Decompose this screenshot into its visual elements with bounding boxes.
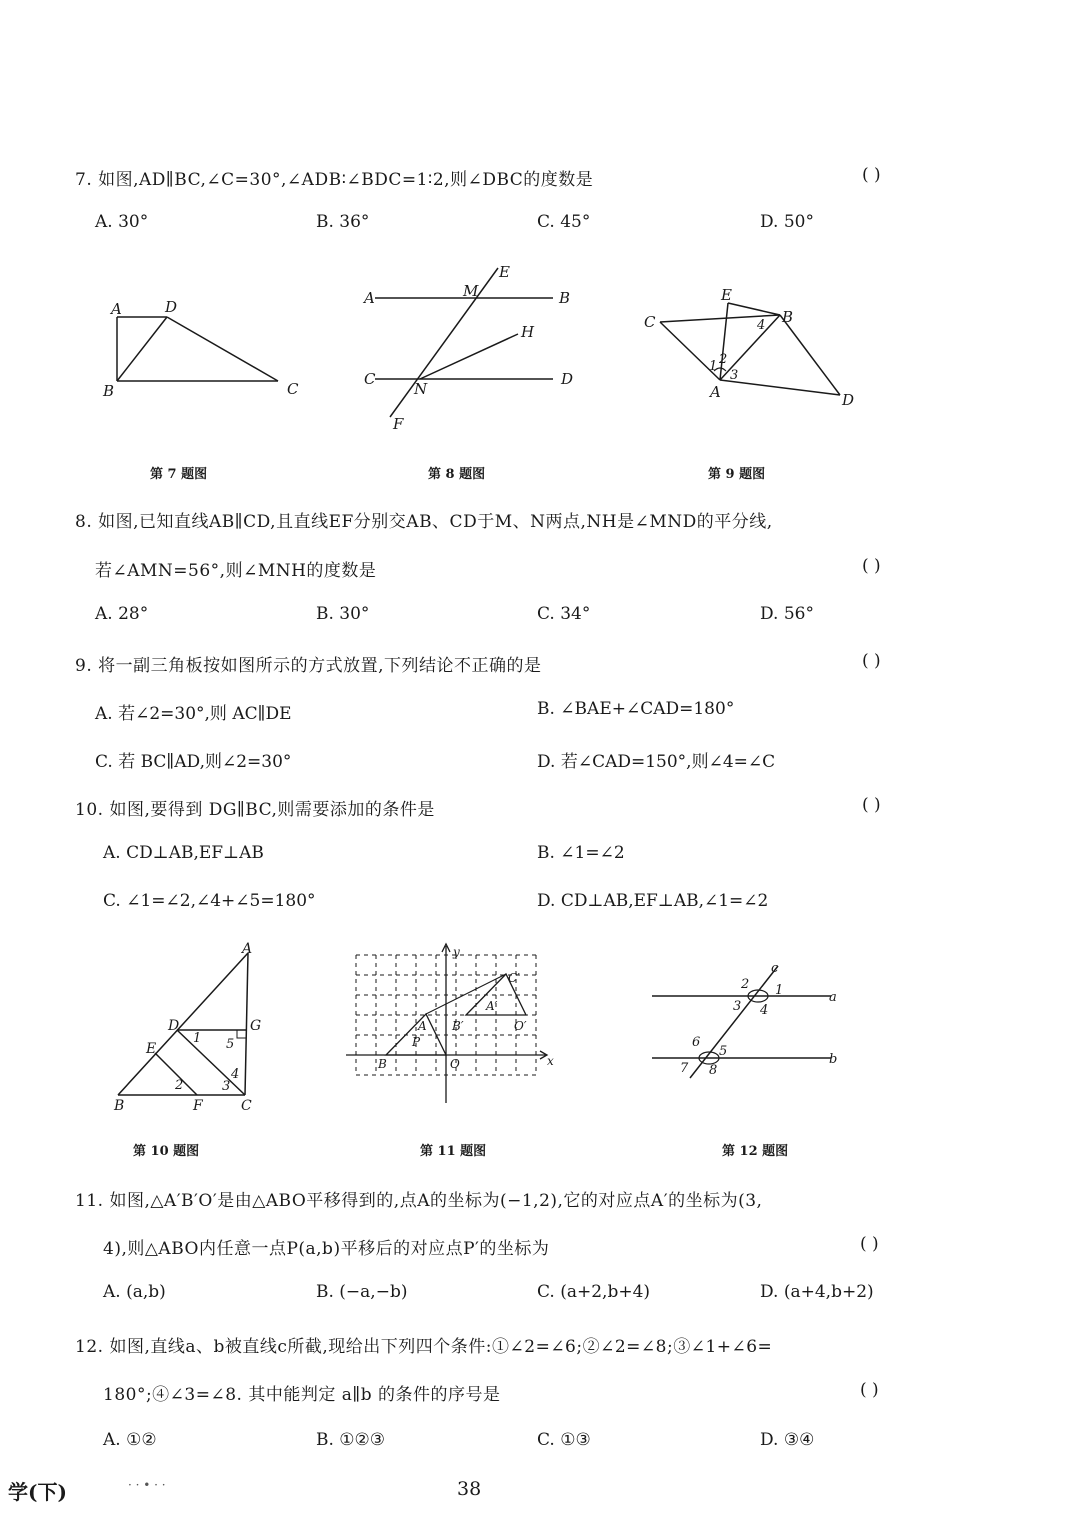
caption-figure-11: 第 11 题图 <box>420 1144 487 1159</box>
q9-stem: 9. 将一副三角板按如图所示的方式放置,下列结论不正确的是 <box>75 656 542 676</box>
q12-stem-line2: 180°;④∠3=∠8. 其中能判定 a∥b 的条件的序号是 <box>103 1385 501 1405</box>
fig12-label: 4 <box>760 1003 769 1018</box>
fig12-label: 2 <box>741 977 750 992</box>
fig10-label: C <box>241 1098 252 1114</box>
q7-answer-paren[interactable]: ( ) <box>862 165 881 185</box>
q8-stem-line2: 若∠AMN=56°,则∠MNH的度数是 <box>95 561 377 581</box>
fig12-label: 7 <box>680 1061 689 1076</box>
figure-9 <box>640 285 870 415</box>
fig10-label: B <box>114 1098 125 1114</box>
fig7-label: B <box>103 382 115 400</box>
figure-7 <box>95 290 315 410</box>
q8-option-c: C. 34° <box>537 604 591 624</box>
caption-figure-9: 第 9 题图 <box>708 467 766 482</box>
fig8-label: C <box>364 370 376 388</box>
q7-option-c: C. 45° <box>537 212 591 232</box>
q9-option-c: C. 若 BC∥AD,则∠2=30° <box>95 752 292 772</box>
fig11-label: x <box>547 1054 554 1068</box>
fig9-label: D <box>842 391 855 409</box>
q10-option-c: C. ∠1=∠2,∠4+∠5=180° <box>103 891 316 911</box>
fig11-label: P <box>412 1035 421 1049</box>
q10-option-b: B. ∠1=∠2 <box>537 843 625 863</box>
q9-answer-paren[interactable]: ( ) <box>862 651 881 671</box>
q12-option-c: C. ①③ <box>537 1430 591 1450</box>
fig8-label: D <box>561 370 574 388</box>
fig9-segment-eb <box>728 303 780 315</box>
fig8-label: H <box>521 323 535 341</box>
fig10-segment-ac <box>245 953 248 1095</box>
q12-answer-paren[interactable]: ( ) <box>860 1380 879 1400</box>
page-number: 38 <box>457 1478 482 1500</box>
caption-figure-10: 第 10 题图 <box>133 1144 200 1159</box>
q11-option-a: A. (a,b) <box>103 1282 166 1302</box>
fig10-segment-ab <box>118 953 248 1095</box>
fig8-label: E <box>499 263 510 281</box>
fig9-label: B <box>782 308 794 326</box>
fig9-label: C <box>644 313 656 331</box>
q9-option-b: B. ∠BAE+∠CAD=180° <box>537 699 735 719</box>
fig10-label: F <box>193 1098 203 1114</box>
fig10-label: 4 <box>231 1067 240 1082</box>
fig11-label: O <box>450 1057 460 1071</box>
caption-figure-8: 第 8 题图 <box>428 467 486 482</box>
fig11-label: y <box>453 945 460 959</box>
fig11-label: B′ <box>452 1019 464 1033</box>
fig9-label: A <box>710 383 721 401</box>
q8-option-b: B. 30° <box>316 604 370 624</box>
fig8-label: B <box>559 289 571 307</box>
fig10-label: G <box>250 1018 262 1034</box>
q12-stem-line1: 12. 如图,直线a、b被直线c所截,现给出下列四个条件:①∠2=∠6;②∠2=∠8;③∠1+∠6= <box>75 1337 773 1357</box>
q12-option-d: D. ③④ <box>760 1430 815 1450</box>
q10-answer-paren[interactable]: ( ) <box>862 795 881 815</box>
fig12-line-c <box>690 966 778 1078</box>
fig8-label: F <box>393 415 404 433</box>
q9-option-d: D. 若∠CAD=150°,则∠4=∠C <box>537 752 776 772</box>
fig11-label: B <box>378 1057 387 1071</box>
q11-option-c: C. (a+2,b+4) <box>537 1282 651 1302</box>
fig10-label: 1 <box>193 1031 202 1046</box>
fig10-label: E <box>146 1041 157 1057</box>
fig12-label: b <box>829 1052 838 1067</box>
figure-11 <box>340 938 560 1108</box>
fig10-label: 3 <box>222 1079 231 1094</box>
fig9-label: 3 <box>730 368 739 383</box>
fig8-label: N <box>414 380 428 398</box>
fig11-label: C′ <box>508 971 520 985</box>
fig8-line-ef <box>390 268 498 417</box>
q10-option-d: D. CD⊥AB,EF⊥AB,∠1=∠2 <box>537 891 769 911</box>
fig11-label: A <box>418 1019 427 1033</box>
q8-answer-paren[interactable]: ( ) <box>862 556 881 576</box>
q11-stem-line1: 11. 如图,△A′B′O′是由△ABO平移得到的,点A的坐标为(−1,2),它的对应点A′的坐标为(3, <box>75 1191 763 1211</box>
fig10-right-angle-mark <box>237 1030 246 1038</box>
fig10-label: A <box>242 941 253 957</box>
footer-subject: 学(下) <box>8 1480 67 1504</box>
figure-12 <box>645 958 860 1088</box>
fig12-label: 6 <box>692 1035 701 1050</box>
fig12-label: a <box>829 990 837 1005</box>
caption-figure-12: 第 12 题图 <box>722 1144 789 1159</box>
fig7-label: D <box>165 298 178 316</box>
q10-stem: 10. 如图,要得到 DG∥BC,则需要添加的条件是 <box>75 800 435 820</box>
q7-option-d: D. 50° <box>760 212 814 232</box>
fig9-segment-bd <box>780 315 840 395</box>
figure-8 <box>355 260 585 435</box>
q7-option-a: A. 30° <box>95 212 149 232</box>
q11-stem-line2: 4),则△ABO内任意一点P(a,b)平移后的对应点P′的坐标为 <box>103 1239 550 1259</box>
fig9-label: 1 <box>709 359 718 374</box>
q9-option-a: A. 若∠2=30°,则 AC∥DE <box>95 704 292 724</box>
fig8-label: M <box>463 282 479 300</box>
q11-option-d: D. (a+4,b+2) <box>760 1282 874 1302</box>
q12-option-a: A. ①② <box>103 1430 157 1450</box>
fig9-label: 2 <box>719 352 728 367</box>
q12-option-b: B. ①②③ <box>316 1430 386 1450</box>
fig7-label: C <box>287 380 299 398</box>
fig8-label: A <box>364 289 375 307</box>
fig12-label: 1 <box>775 983 784 998</box>
q7-option-b: B. 36° <box>316 212 370 232</box>
fig7-segment-dc <box>167 317 278 381</box>
q8-option-a: A. 28° <box>95 604 149 624</box>
caption-figure-7: 第 7 题图 <box>150 467 208 482</box>
fig12-label: c <box>771 961 779 976</box>
fig9-segment-ab <box>720 315 780 380</box>
fig12-label: 5 <box>719 1044 728 1059</box>
q11-answer-paren[interactable]: ( ) <box>860 1234 879 1254</box>
q7-stem: 7. 如图,AD∥BC,∠C=30°,∠ADB∶∠BDC=1∶2,则∠DBC的度数是 <box>75 170 594 190</box>
footer-dots: · · • · · <box>128 1478 166 1492</box>
fig9-label: 4 <box>757 318 766 333</box>
q10-option-a: A. CD⊥AB,EF⊥AB <box>103 843 264 863</box>
figure-10 <box>105 938 285 1118</box>
q8-stem-line1: 8. 如图,已知直线AB∥CD,且直线EF分别交AB、CD于M、N两点,NH是∠MND的平分线, <box>75 512 773 532</box>
fig10-label: 5 <box>226 1037 235 1052</box>
fig10-label: 2 <box>175 1078 184 1093</box>
q11-option-b: B. (−a,−b) <box>316 1282 408 1302</box>
fig11-label: O′ <box>514 1019 527 1033</box>
fig11-label: A′ <box>486 999 498 1013</box>
fig10-label: D <box>168 1018 180 1034</box>
fig12-label: 3 <box>733 999 742 1014</box>
q8-option-d: D. 56° <box>760 604 814 624</box>
fig9-label: E <box>721 286 732 304</box>
fig12-label: 8 <box>709 1063 718 1078</box>
fig7-segment-bd <box>117 317 167 381</box>
fig7-label: A <box>111 300 122 318</box>
